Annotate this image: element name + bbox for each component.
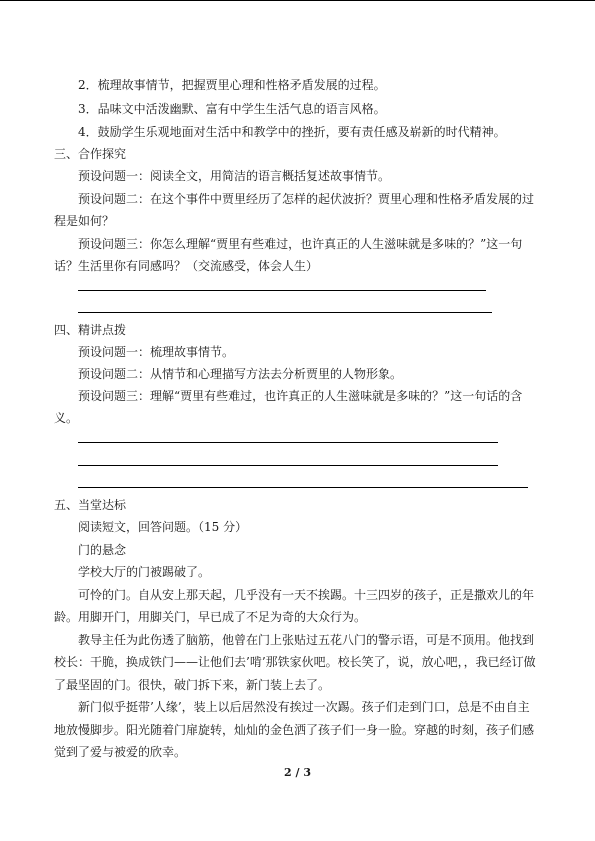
- answer-line: [78, 442, 498, 443]
- story-paragraph: 觉到了爱与被爱的欣幸。: [54, 745, 187, 759]
- section-3-line: 预设问题二：在这个事件中贾里经历了怎样的起伏波折？贾里心理和性格矛盾发展的过: [78, 192, 535, 206]
- story-paragraph: 龄。用脚开门，用脚关门，早已成了不足为奇的大众行为。: [54, 610, 367, 624]
- story-paragraph: 了最坚固的门。很快，破门拆下来，新门装上去了。: [54, 678, 331, 692]
- goal-2: 2．梳理故事情节，把握贾里心理和性格矛盾发展的过程。: [78, 78, 386, 92]
- answer-line: [78, 290, 486, 291]
- answer-line: [78, 465, 498, 466]
- top-border-line: [0, 0, 595, 1]
- section-4-line: 预设问题一：梳理故事情节。: [78, 345, 235, 359]
- goal-3: 3．品味文中活泼幽默、富有中学生生活气息的语言风格。: [78, 102, 386, 116]
- section-5-line: 阅读短文，回答问题。（15 分）: [78, 520, 248, 534]
- story-paragraph: 教导主任为此伤透了脑筋，他曾在门上张贴过五花八门的警示语，可是不顶用。他找到: [78, 633, 535, 647]
- goal-4: 4．鼓励学生乐观地面对生活中和教学中的挫折，要有责任感及崭新的时代精神。: [78, 125, 506, 139]
- story-paragraph: 学校大厅的门被踢破了。: [78, 565, 211, 579]
- answer-line: [78, 312, 492, 313]
- section-3-line: 预设问题一：阅读全文，用简洁的语言概括复述故事情节。: [78, 169, 391, 183]
- story-paragraph: 可怜的门。自从安上那天起，几乎没有一天不挨踢。十三四岁的孩子，正是撒欢儿的年: [78, 588, 535, 602]
- story-title: 门的悬念: [78, 543, 127, 557]
- section-3-heading: 三、合作探究: [54, 147, 127, 161]
- answer-line: [78, 487, 528, 488]
- story-paragraph: 新门似乎挺带’人缘’，装上以后居然没有挨过一次踢。孩子们走到门口，总是不由自主: [78, 700, 530, 714]
- section-3-line: 预设问题三：你怎么理解“贾里有些难过，也许真正的人生滋味就是多味的？”这一句: [78, 237, 523, 251]
- story-paragraph: 校长：干脆，换成铁门——让他们去’啃’那铁家伙吧。校长笑了，说，放心吧，，我已经订做: [54, 655, 536, 669]
- section-4-line: 预设问题二：从情节和心理描写方法去分析贾里的人物形象。: [78, 367, 403, 381]
- section-3-line: 程是如何？: [54, 214, 115, 228]
- page-number: 2 / 3: [284, 766, 311, 779]
- section-5-heading: 五、当堂达标: [54, 498, 127, 512]
- section-4-line: 义。: [54, 411, 79, 425]
- section-3-line: 话？生活里你有同感吗？（交流感受，体会人生）: [54, 259, 319, 273]
- section-4-heading: 四、精讲点拨: [54, 323, 127, 337]
- section-4-line: 预设问题三：理解“贾里有些难过，也许真正的人生滋味就是多味的？”这一句话的含: [78, 389, 523, 403]
- story-paragraph: 地放慢脚步。阳光随着门扉旋转，灿灿的金色洒了孩子们一身一脸。穿越的时刻，孩子们感: [54, 723, 535, 737]
